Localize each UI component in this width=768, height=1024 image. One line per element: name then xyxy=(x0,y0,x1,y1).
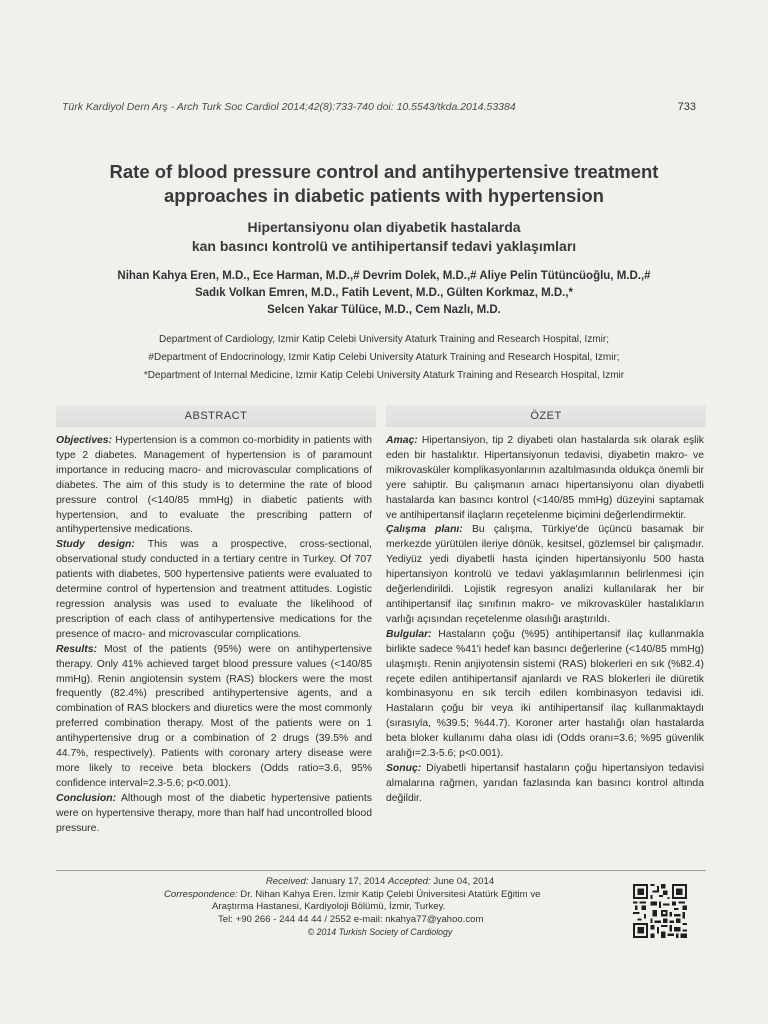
affiliation-3: *Department of Internal Medicine, Izmir Katip Celebi University Ataturk Training and Research Hospital, Izmir xyxy=(143,370,625,381)
plan-text: Bu çalışma, Türkiye'de üçüncü basamak bir merkezde yürütülen ileriye dönük, kesitsel, gözlemsel bir çalışmadır. Yediyüz yedi diyabetli hasta içinden hipertansiyonlu 500 hasta hipertansiyon kontrolü ve tedavi yaklaşımlarının belirlenmesi için değerlendirildi. Lojistik regresyon analizi kullanılarak her bir antihipertansif ilaç sınıfının makro- ve mikrovasküler hastalıkların varlığı açısından reçetelenme olasılığı araştırıldı. xyxy=(386,524,704,625)
objectives-text: Hypertension is a common co-morbidity in patients with type 2 diabetes. Management of hypertension is of paramount importance in reducing macro- and microvascular complications of diabetes. The aim of this study is to determine the rate of blood pressure control (<140/85 mmHg) in diabetic patients with hypertension, and to evaluate the prescribing pattern of antihypertensive medications. xyxy=(56,435,372,536)
received-label: Received: xyxy=(265,876,309,887)
correspondence-line xyxy=(150,889,610,902)
authors-line-3: Selcen Yakar Tülüce, M.D., Cem Nazlı, M.D. xyxy=(267,304,501,316)
turkish-title-line-1: Hipertansiyonu olan diyabetik hastalarda xyxy=(247,219,521,235)
authors-line-1: Nihan Kahya Eren, M.D., Ece Harman, M.D.,# Devrim Dolek, M.D.,# Aliye Pelin Tütüncüoğlu, M.D.,# xyxy=(117,270,651,282)
journal-citation: Türk Kardiyol Dern Arş - Arch Turk Soc Cardiol 2014;42(8):733-740 doi: 10.5543/tkda.2014.53384 xyxy=(62,101,516,113)
affiliations xyxy=(40,331,728,385)
affiliation-1: Department of Cardiology, Izmir Katip Celebi University Ataturk Training and Research Hospital, Izmir; xyxy=(159,334,609,345)
turkish-title-line-2: kan basıncı kontrolü ve antihipertansif tedavi yaklaşımları xyxy=(191,238,577,254)
bulgular-label: Bulgular: xyxy=(386,628,432,640)
contact-line: Tel: +90 266 - 244 44 44 / 2552 e-mail: nkahya77@yahoo.com xyxy=(218,913,484,925)
title-line-1: Rate of blood pressure control and antihypertensive treatment xyxy=(109,161,659,182)
title-line-2: approaches in diabetic patients with hypertension xyxy=(164,185,604,206)
ozet-sonuc xyxy=(386,762,704,807)
correspondence-text: Dr. Nihan Kahya Eren. İzmir Katip Çelebi Üniversitesi Atatürk Eğitim ve xyxy=(237,888,541,900)
ozet-bulgular xyxy=(386,628,704,762)
ozet-amac xyxy=(386,434,704,523)
qr-code-icon xyxy=(633,884,687,938)
amac-text: Hipertansiyon, tip 2 diyabeti olan hastalarda sık olarak eşlik eden bir hastalıktır. Hipertansiyonun tedavisi, diyabetin makro- ve mikrovasküler komplikasyonlarının azaltılmasında oldukça önemli bir yere sahiptir. Bu çalışmanın amacı hipertansiyonu olan diyabetli hastalarda kan basıncı kontrol (<140/85 mmHg) düzeyini saptamak ve antihipertansif ilaçların reçetelenme biçimini değerlendirmektir. xyxy=(386,435,704,521)
author-list xyxy=(40,268,728,319)
amac-label: Amaç: xyxy=(386,435,418,446)
received-accepted-line xyxy=(150,876,610,889)
sonuc-label: Sonuç: xyxy=(386,762,422,774)
received-date: January 17, 2014 xyxy=(308,876,388,887)
abstract-conclusion xyxy=(56,792,372,837)
correspondence-label: Correspondence: xyxy=(164,888,238,900)
accepted-date: June 04, 2014 xyxy=(430,876,495,887)
correspondence-address: Araştırma Hastanesi, Kardiyoloji Bölümü, İzmir, Turkey. xyxy=(212,901,446,912)
copyright: © 2014 Turkish Society of Cardiology xyxy=(307,927,453,937)
sonuc-text: Diyabetli hipertansif hastaların çoğu hipertansiyon tedavisi almalarına rağmen, yarıdan fazlasında kan basıncı kontrol altında değildir. xyxy=(386,762,704,804)
bulgular-text: Hastaların çoğu (%95) antihipertansif ilaç kullanmakla birlikte sadece %41'i hedef kan basıncı değerlerine (<140/85 mmHg) ulaşmıştı. Renin anjiyotensin sistemi (RAS) blokerleri en sık (%82.4) reçete edilen antihipertansif ajanlardı ve RAS blokerleri ile diüretik kombinasyonu en sık tercih edilen kombinasyon tedavisi idi. Hastaların çoğu bir veya iki antihipertansif ilaç kullanmaktaydı (sırasıyla, %39.5; %44.7). Koroner arter hastalığı olan hastalarda beta bloker kullanımı daha olası idi (Odds oranı=3.6; %95 güvenlik aralığı=2.3-5.6; p<0.001). xyxy=(386,628,704,760)
article-title xyxy=(40,160,728,208)
article-footer xyxy=(150,876,610,939)
conclusion-label: Conclusion: xyxy=(56,792,117,804)
results-label: Results: xyxy=(56,643,97,655)
affiliation-2: #Department of Endocrinology, Izmir Katip Celebi University Ataturk Training and Research Hospital, Izmir; xyxy=(148,352,620,363)
abstract-column xyxy=(56,434,372,836)
footer-divider xyxy=(56,870,706,871)
turkish-title xyxy=(40,218,728,256)
design-text: This was a prospective, cross-sectional, observational study conducted in a tertiary centre in Turkey. Of 707 patients with diabetes, 500 hypertensive patients were evaluated to determine control of hypertension and treatment attitudes. Logistic regression analysis was used to evaluate the likelihood of prescription of each class of antihypertensive medications for the presence of macro- and microvascular complications. xyxy=(56,539,372,640)
abstract-results xyxy=(56,643,372,792)
authors-line-2: Sadık Volkan Emren, M.D., Fatih Levent, M.D., Gülten Korkmaz, M.D.,* xyxy=(194,287,574,299)
abstract-objectives xyxy=(56,434,372,538)
plan-label: Çalışma planı: xyxy=(386,524,463,536)
ozet-plan xyxy=(386,523,704,627)
abstract-heading: ABSTRACT xyxy=(56,405,376,427)
results-text: Most of the patients (95%) were on antihypertensive therapy. Only 41% achieved target blood pressure values (<140/85 mmHg). Renin angiotensin system (RAS) blockers were the most frequently (82.4%) prescribed antihypertensive agents, and a combination of RAS blockers and diuretics were the most commonly preferred combination therapy. Most of the patients were on 1 antihypertensive drug or a combination of 2 drugs (39.5% and 44.7%, respectively). Patients with coronary artery disease were more likely to receive beta blockers (Odds ratio=3.6, 95% confidence interval=2.3-5.6; p<0.001). xyxy=(56,643,372,789)
accepted-label: Accepted: xyxy=(388,876,431,887)
page-number: 733 xyxy=(677,101,696,113)
objectives-label: Objectives: xyxy=(56,435,113,446)
abstract-design xyxy=(56,538,372,642)
ozet-column xyxy=(386,434,704,807)
ozet-heading: ÖZET xyxy=(386,405,706,427)
design-label: Study design: xyxy=(56,539,135,551)
conclusion-text: Although most of the diabetic hypertensive patients were on hypertensive therapy, more than half had uncontrolled blood pressure. xyxy=(56,792,372,834)
